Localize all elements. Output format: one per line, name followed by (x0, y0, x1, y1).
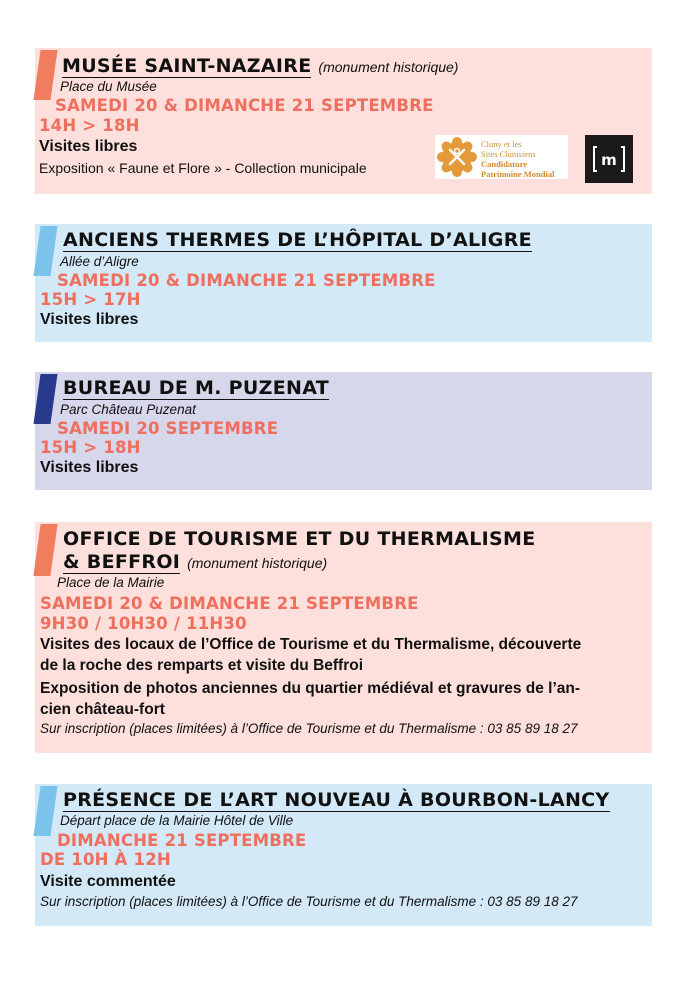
event-hours: DE 10H À 12H (40, 850, 171, 869)
event-place: Allée d’Aligre (60, 254, 139, 269)
event-place: Parc Château Puzenat (60, 402, 196, 417)
event-card-anciens-thermes (35, 224, 652, 342)
event-card-musee-saint-nazaire (35, 48, 652, 194)
event-date: SAMEDI 20 SEPTEMBRE (57, 419, 279, 438)
event-description-2: Exposition de photos anciennes du quartier médiéval et gravures de l’an- cien château-fort (40, 680, 581, 718)
event-place: Place de la Mairie (57, 575, 165, 590)
event-visit-type: Visite commentée (40, 873, 176, 890)
event-hours: 15H > 17H (40, 290, 141, 309)
event-card-art-nouveau (35, 784, 652, 926)
monument-m-icon (585, 135, 633, 183)
cluny-logo (435, 135, 568, 179)
event-title (62, 55, 458, 78)
accent-tab (33, 50, 57, 100)
event-title-note: (monument historique) (318, 59, 459, 75)
event-card-office-tourisme (35, 522, 652, 753)
event-visit-type: Visites libres (40, 311, 139, 328)
event-title-text: BUREAU DE M. PUZENAT (63, 377, 329, 399)
event-title-text: PRÉSENCE DE L’ART NOUVEAU À BOURBON-LANCY (63, 789, 610, 811)
event-title (63, 789, 610, 811)
event-place: Départ place de la Mairie Hôtel de Ville (60, 813, 294, 828)
event-title (63, 229, 532, 251)
event-title-text-2: & BEFFROI (63, 551, 181, 573)
event-title-text: OFFICE DE TOURISME ET DU THERMALISME (63, 528, 536, 550)
accent-tab (33, 374, 57, 424)
event-card-bureau-puzenat (35, 372, 652, 490)
event-date: DIMANCHE 21 SEPTEMBRE (57, 831, 307, 850)
event-description: Exposition « Faune et Flore » - Collection municipale (39, 160, 367, 176)
cluny-emblem-icon (437, 137, 477, 177)
event-place: Place du Musée (60, 79, 157, 94)
event-hours: 14H > 18H (39, 116, 140, 135)
event-registration-note: Sur inscription (places limitées) à l’Office de Tourisme et du Thermalisme : 03 85 89 18 27 (40, 721, 578, 736)
event-visit-type: Visites libres (39, 138, 138, 155)
event-title-line-2 (63, 551, 327, 574)
event-hours: 9H30 / 10H30 / 11H30 (40, 614, 247, 633)
event-title-line-1 (63, 528, 536, 550)
event-date: SAMEDI 20 & DIMANCHE 21 SEPTEMBRE (57, 271, 436, 290)
accent-tab (33, 226, 57, 276)
event-title (63, 377, 329, 399)
event-date: SAMEDI 20 & DIMANCHE 21 SEPTEMBRE (40, 594, 419, 613)
monument-logo (585, 135, 633, 183)
event-title-text: MUSÉE SAINT-NAZAIRE (62, 55, 312, 77)
monument-mark: m (601, 151, 617, 169)
event-hours: 15H > 18H (40, 438, 141, 457)
event-title-text: ANCIENS THERMES DE L’HÔPITAL D’ALIGRE (63, 229, 532, 251)
accent-tab (33, 786, 57, 836)
event-description-1: Visites des locaux de l’Office de Tourisme et du Thermalisme, découverte de la roche des remparts et visite du Beffroi (40, 636, 582, 674)
event-visit-type: Visites libres (40, 459, 139, 476)
cluny-logo-text: Cluny et les Sites Clunisiens Candidature Patrimoine Mondial (481, 139, 555, 179)
event-date: SAMEDI 20 & DIMANCHE 21 SEPTEMBRE (55, 96, 434, 115)
event-title-note: (monument historique) (187, 555, 328, 571)
event-registration-note: Sur inscription (places limitées) à l’Office de Tourisme et du Thermalisme : 03 85 89 18 27 (40, 894, 578, 909)
accent-tab (33, 524, 57, 576)
